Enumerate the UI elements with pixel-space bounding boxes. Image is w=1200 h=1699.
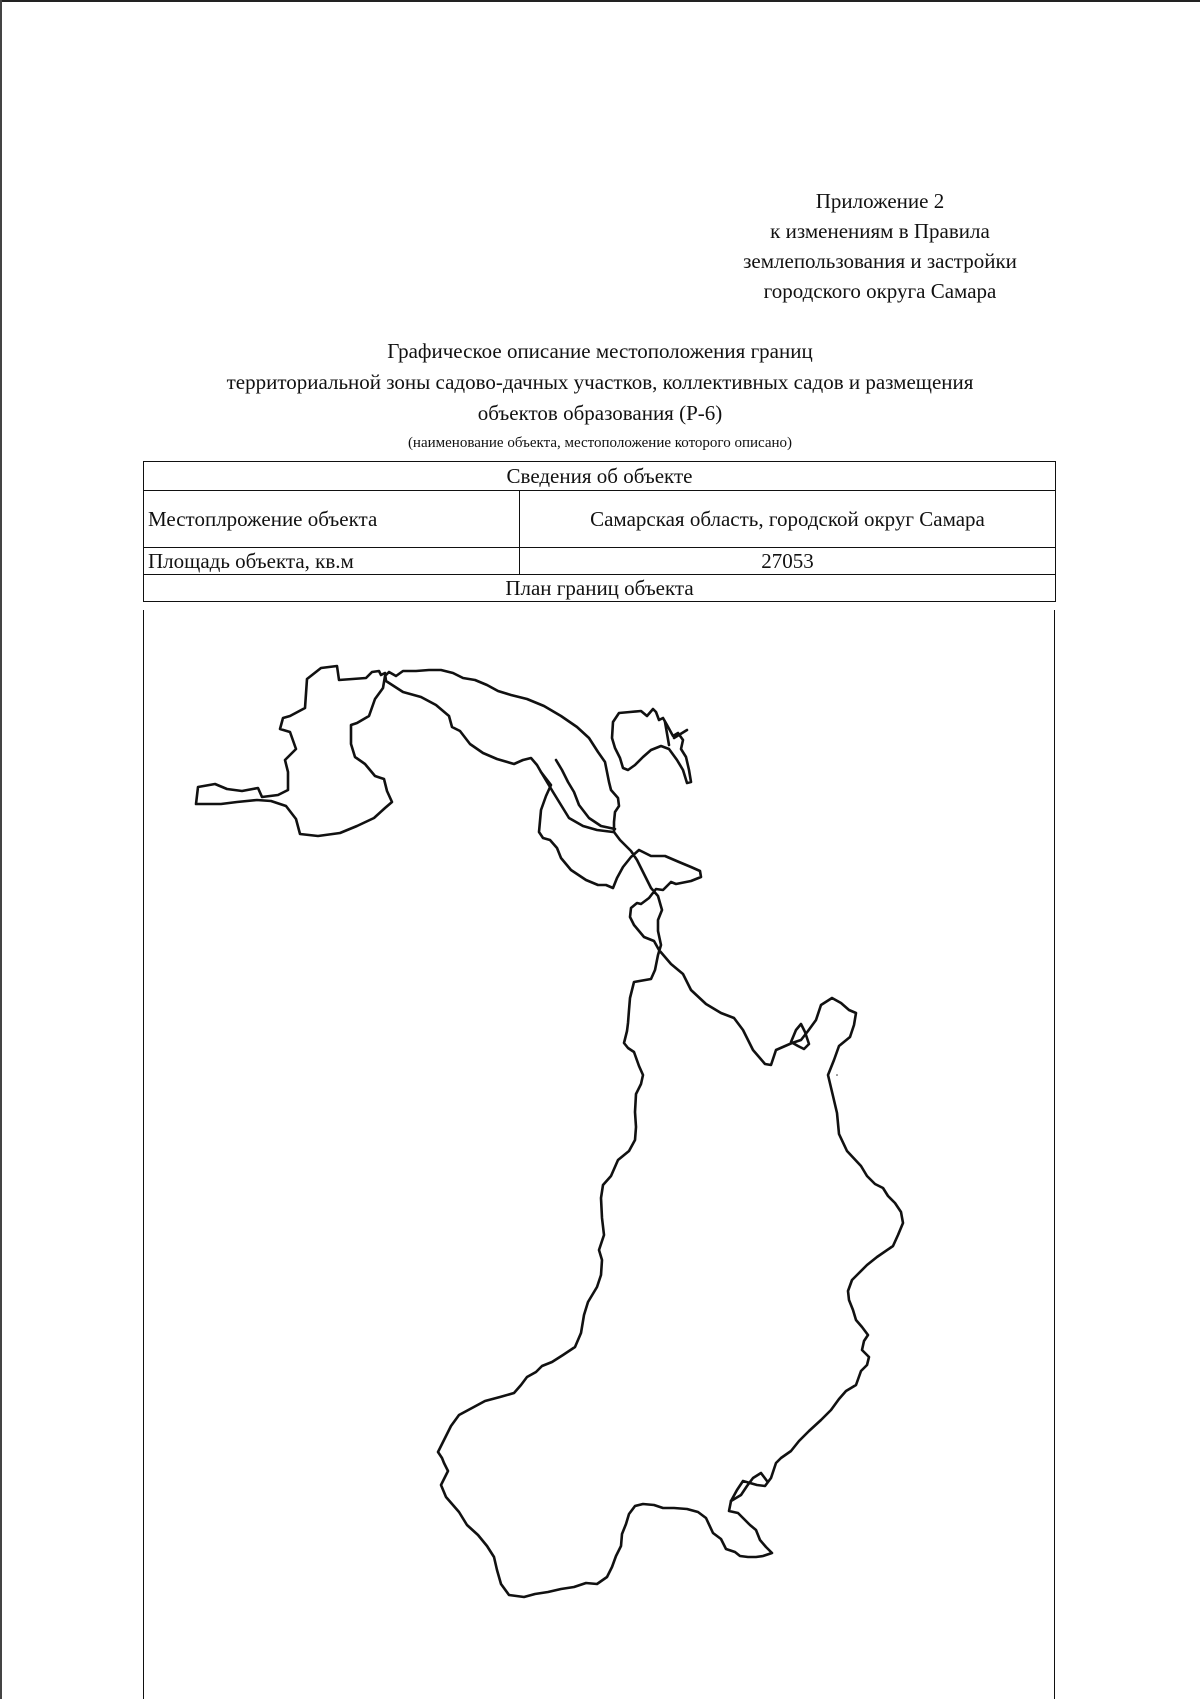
scan-edge	[0, 0, 1200, 2]
river-channel	[541, 760, 615, 832]
south-inlet	[731, 1473, 767, 1501]
document-title	[100, 336, 1100, 429]
appendix-line: Приложение 2	[815, 189, 945, 213]
appendix-line: к изменениям в Правила	[770, 219, 990, 243]
object-info-table	[143, 461, 1056, 602]
east-bay	[791, 1024, 809, 1049]
appendix-line: городского округа Самара	[763, 279, 997, 303]
area-value: 27053	[520, 548, 1056, 575]
title-line: Графическое описание местоположения границ	[387, 339, 813, 363]
appendix-note	[680, 186, 1080, 306]
object-caption: (наименование объекта, местоположение которого описано)	[407, 435, 793, 451]
area-label: Площадь объекта, кв.м	[144, 548, 520, 575]
title-line: объектов образования (Р-6)	[477, 401, 723, 425]
table-header: Сведения об объекте	[144, 462, 1056, 491]
title-line: территориальной зоны садово-дачных участков, коллективных садов и размещения	[226, 370, 974, 394]
zone-boundary	[196, 666, 903, 1597]
location-label: Местоплрожение объекта	[144, 491, 520, 548]
boundary-plan	[143, 610, 1055, 1699]
boundary-map	[144, 610, 1053, 1699]
scan-edge-left	[0, 0, 2, 1699]
plan-header: План границ объекта	[144, 575, 1056, 602]
map-mark	[836, 1074, 838, 1076]
location-value: Самарская область, городской округ Самара	[520, 491, 1056, 548]
lake-boundary	[612, 709, 691, 783]
appendix-line: землепользования и застройки	[743, 249, 1017, 273]
